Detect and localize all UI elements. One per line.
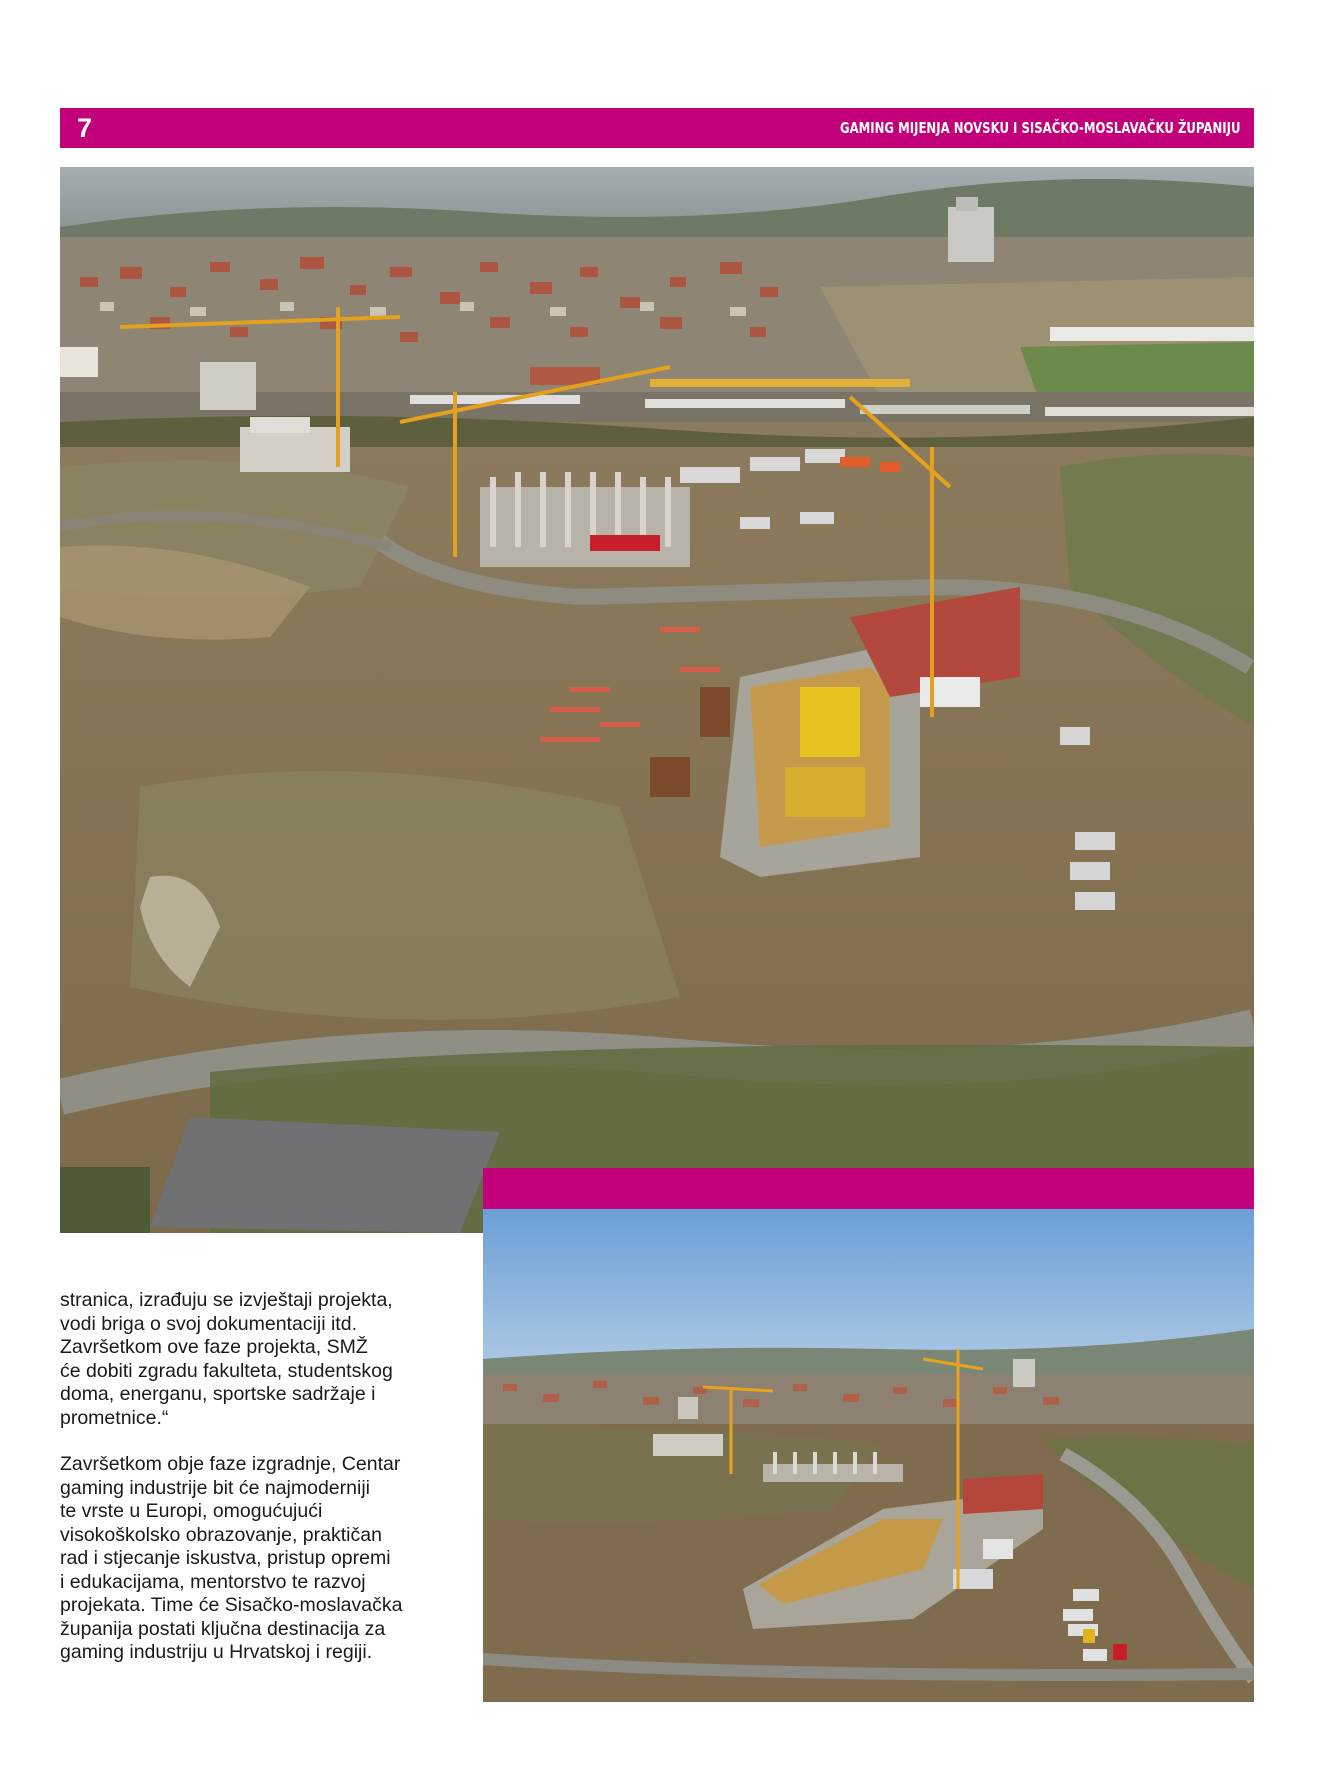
text-line: vodi briga o svoj dokumentaciji itd. [60, 1312, 357, 1335]
article-paragraph [60, 1289, 460, 1430]
text-line: doma, energanu, sportske sadržaje i [60, 1383, 376, 1405]
text-line: projekata. Time će Sisačko-moslavačka [60, 1594, 403, 1616]
text-line: prometnice.“ [60, 1406, 169, 1429]
text-line: županija postati ključna destinacija za [60, 1617, 386, 1640]
header-title: GAMING MIJENJA NOVSKU I SISAČKO-MOSLAVAČKU ŽUPANIJU [839, 119, 1240, 137]
header-bar [60, 108, 1254, 148]
article-text [60, 1289, 460, 1688]
text-line: stranica, izrađuju se izvještaji projekta, [60, 1289, 393, 1311]
text-line: i edukacijama, mentorstvo te razvoj [60, 1570, 366, 1593]
text-line: gaming industrije bit će najmoderniji [60, 1476, 370, 1499]
text-line: gaming industriju u Hrvatskoj i regiji. [60, 1641, 373, 1663]
page-number: 7 [77, 113, 93, 143]
accent-bar [483, 1168, 1254, 1209]
text-line: će dobiti zgradu fakulteta, studentskog [60, 1359, 393, 1382]
article-paragraph [60, 1453, 460, 1665]
text-line: te vrste u Europi, omogućujući [60, 1500, 323, 1522]
text-line: visokoškolsko obrazovanje, praktičan [60, 1523, 382, 1546]
text-line: Završetkom ove faze projekta, SMŽ [60, 1336, 368, 1358]
text-line: rad i stjecanje iskustva, pristup opremi [60, 1547, 391, 1569]
aerial-construction-photo [60, 167, 1254, 1233]
text-line: Završetkom obje faze izgradnje, Centar [60, 1453, 401, 1475]
aerial-site-overview-photo [483, 1209, 1254, 1702]
